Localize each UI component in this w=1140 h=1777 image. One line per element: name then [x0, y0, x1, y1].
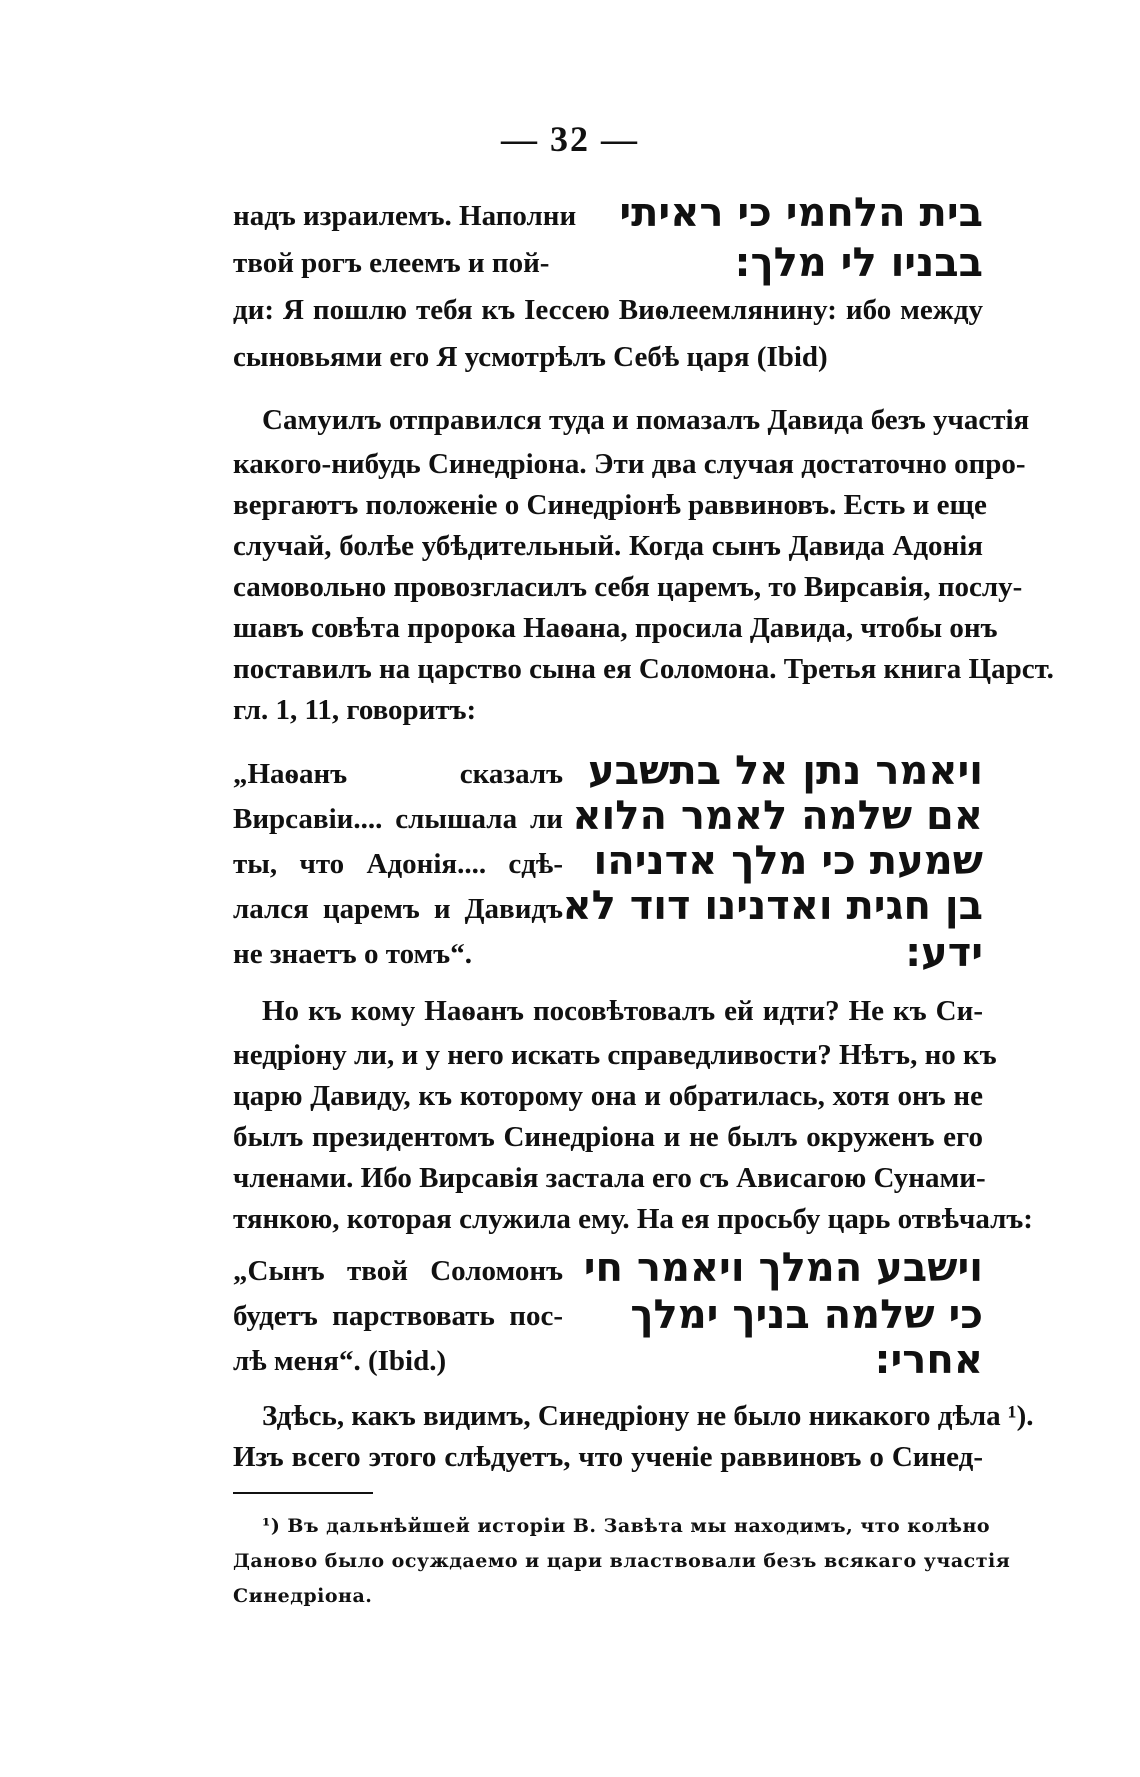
block3-hebrew-line-3: אחרי:: [874, 1337, 983, 1383]
paragraph1-line-3: вергаютъ положеніе о Синедріонѣ раввиновъ. Есть и еще: [233, 489, 987, 521]
paragraph2-line-1: Но къ кому Наѳанъ посовѣтовалъ ей идти? Не къ Си-: [262, 995, 983, 1027]
block2-left-line-3: ты, что Адонія.... сдѣ-: [233, 848, 563, 880]
block3-left-line-2: будетъ парствовать пос-: [233, 1300, 563, 1332]
paragraph1-line-6: шавъ совѣта пророка Наѳана, просила Давида, чтобы онъ: [233, 612, 998, 644]
block2-left-line-5: не знаетъ о томъ“.: [233, 938, 472, 970]
paragraph1-line-7: поставилъ на царство сына ея Соломона. Третья книга Царст.: [233, 653, 1054, 685]
block2-hebrew-line-5: ידע:: [905, 930, 983, 976]
paragraph2-line-5: членами. Ибо Вирсавія застала его съ Ависагою Сунами-: [233, 1162, 986, 1194]
block3-left-line-3: лѣ меня“. (Ibid.): [233, 1345, 447, 1377]
paragraph2-line-6: тянкою, которая служила ему. На ея просьбу царь отвѣчалъ:: [233, 1203, 1033, 1235]
block1-hebrew-line-2: בבניו לי מלך:: [734, 240, 983, 286]
block1-left-line-2: твой рогъ елеемъ и пой-: [233, 247, 550, 279]
block2-hebrew-line-3: שמעת כי מלך אדניהו: [593, 838, 983, 884]
block1-continuation-line-2: сыновьями его Я усмотрѣлъ Себѣ царя (Ibid): [233, 341, 828, 373]
block2-hebrew-line-1: ויאמר נתן אל בתשבע: [587, 748, 983, 794]
paragraph1-line-2: какого-нибудь Синедріона. Эти два случая достаточно опро-: [233, 448, 1026, 480]
page-number: — 32 —: [501, 119, 639, 159]
block2-hebrew-line-2: אם שלמה לאמר הלוא: [572, 793, 983, 839]
paragraph2-line-3: царю Давиду, къ которому она и обратилась, хотя онъ не: [233, 1080, 983, 1112]
footnote-rule: [233, 1492, 373, 1494]
block2-hebrew-line-4: בן חגית ואדנינו דוד לא: [562, 883, 983, 929]
paragraph2-line-2: недріону ли, и у него искать справедливости? Нѣтъ, но къ: [233, 1039, 997, 1071]
paragraph2-line-4: былъ президентомъ Синедріона и не былъ окруженъ его: [233, 1121, 983, 1153]
block1-continuation-line-1: ди: Я пошлю тебя къ Іессею Виѳлеемлянину: ибо между: [233, 294, 983, 326]
paragraph1-line-5: самовольно провозгласилъ себя царемъ, то Вирсавія, послу-: [233, 571, 1023, 603]
block1-hebrew-line-1: בית הלחמי כי ראיתי: [619, 190, 983, 236]
block2-left-line-4: лался царемъ и Давидъ: [233, 893, 563, 925]
paragraph3-line-2: Изъ всего этого слѣдуетъ, что ученіе раввиновъ о Синед-: [233, 1441, 983, 1473]
block3-hebrew-line-2: כי שלמה בניך ימלך: [630, 1292, 983, 1338]
block3-left-line-1: „Сынъ твой Соломонъ: [233, 1255, 563, 1287]
block2-left-line-1: „Наѳанъ сказалъ: [233, 758, 563, 790]
paragraph1-line-1: Самуилъ отправился туда и помазалъ Давида безъ участія: [262, 404, 1030, 436]
block1-left-line-1: надъ израилемъ. Наполни: [233, 200, 577, 232]
block2-left-line-2: Вирсавіи.... слышала ли: [233, 803, 563, 835]
footnote-line-2: Даново было осуждаемо и цари властвовали безъ всякаго участія: [233, 1550, 1011, 1572]
block3-hebrew-line-1: וישבע המלך ויאמר חי: [583, 1245, 983, 1291]
paragraph3-line-1: Здѣсь, какъ видимъ, Синедріону не было никакого дѣла ¹).: [262, 1400, 1034, 1432]
footnote-line-3: Синедріона.: [233, 1585, 373, 1607]
footnote-line-1: ¹) Въ дальнѣйшей исторіи В. Завѣта мы находимъ, что колѣно: [262, 1515, 991, 1537]
paragraph1-line-4: случай, болѣе убѣдительный. Когда сынъ Давида Адонія: [233, 530, 983, 562]
paragraph1-line-8: гл. 1, 11, говоритъ:: [233, 694, 477, 726]
